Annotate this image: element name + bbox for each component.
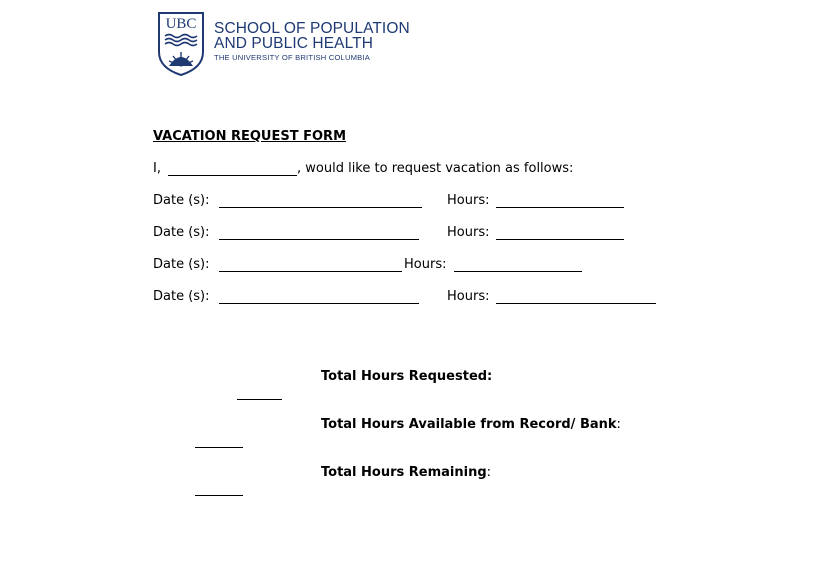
university-name: THE UNIVERSITY OF BRITISH COLUMBIA xyxy=(214,53,371,62)
hours-label-4: Hours: xyxy=(447,289,490,304)
school-name-line1: SCHOOL OF POPULATION xyxy=(214,20,410,37)
hours-blank-2[interactable] xyxy=(496,239,624,240)
form-title: VACATION REQUEST FORM xyxy=(153,129,347,144)
total-remaining-blank[interactable] xyxy=(195,495,243,496)
total-remaining-row xyxy=(321,465,491,481)
total-requested-label: Total Hours Requested: xyxy=(321,369,493,384)
date-blank-3[interactable] xyxy=(219,271,402,272)
name-blank[interactable] xyxy=(168,175,297,176)
intro-suffix: , would like to request vacation as follows: xyxy=(297,161,574,176)
logo-text: UBC xyxy=(165,16,197,32)
school-name-line2: AND PUBLIC HEALTH xyxy=(214,35,374,52)
total-available-colon: : xyxy=(616,417,621,432)
date-blank-4[interactable] xyxy=(219,303,419,304)
date-label-1: Date (s): xyxy=(153,193,210,208)
total-available-label: Total Hours Available from Record/ Bank xyxy=(321,417,617,432)
hours-label-1: Hours: xyxy=(447,193,490,208)
date-blank-1[interactable] xyxy=(219,207,422,208)
hours-blank-1[interactable] xyxy=(496,207,624,208)
total-available-row xyxy=(321,417,621,433)
hours-blank-4[interactable] xyxy=(496,303,656,304)
intro-prefix: I, xyxy=(153,161,161,176)
hours-label-2: Hours: xyxy=(447,225,490,240)
date-blank-2[interactable] xyxy=(219,239,419,240)
date-label-3: Date (s): xyxy=(153,257,210,272)
total-remaining-label: Total Hours Remaining xyxy=(321,465,487,480)
ubc-crest-icon xyxy=(157,12,205,76)
total-available-blank[interactable] xyxy=(195,447,243,448)
hours-label-3: Hours: xyxy=(404,257,447,272)
total-requested-blank[interactable] xyxy=(237,399,282,400)
date-label-2: Date (s): xyxy=(153,225,210,240)
date-label-4: Date (s): xyxy=(153,289,210,304)
total-remaining-colon: : xyxy=(486,465,492,480)
hours-blank-3[interactable] xyxy=(454,271,582,272)
